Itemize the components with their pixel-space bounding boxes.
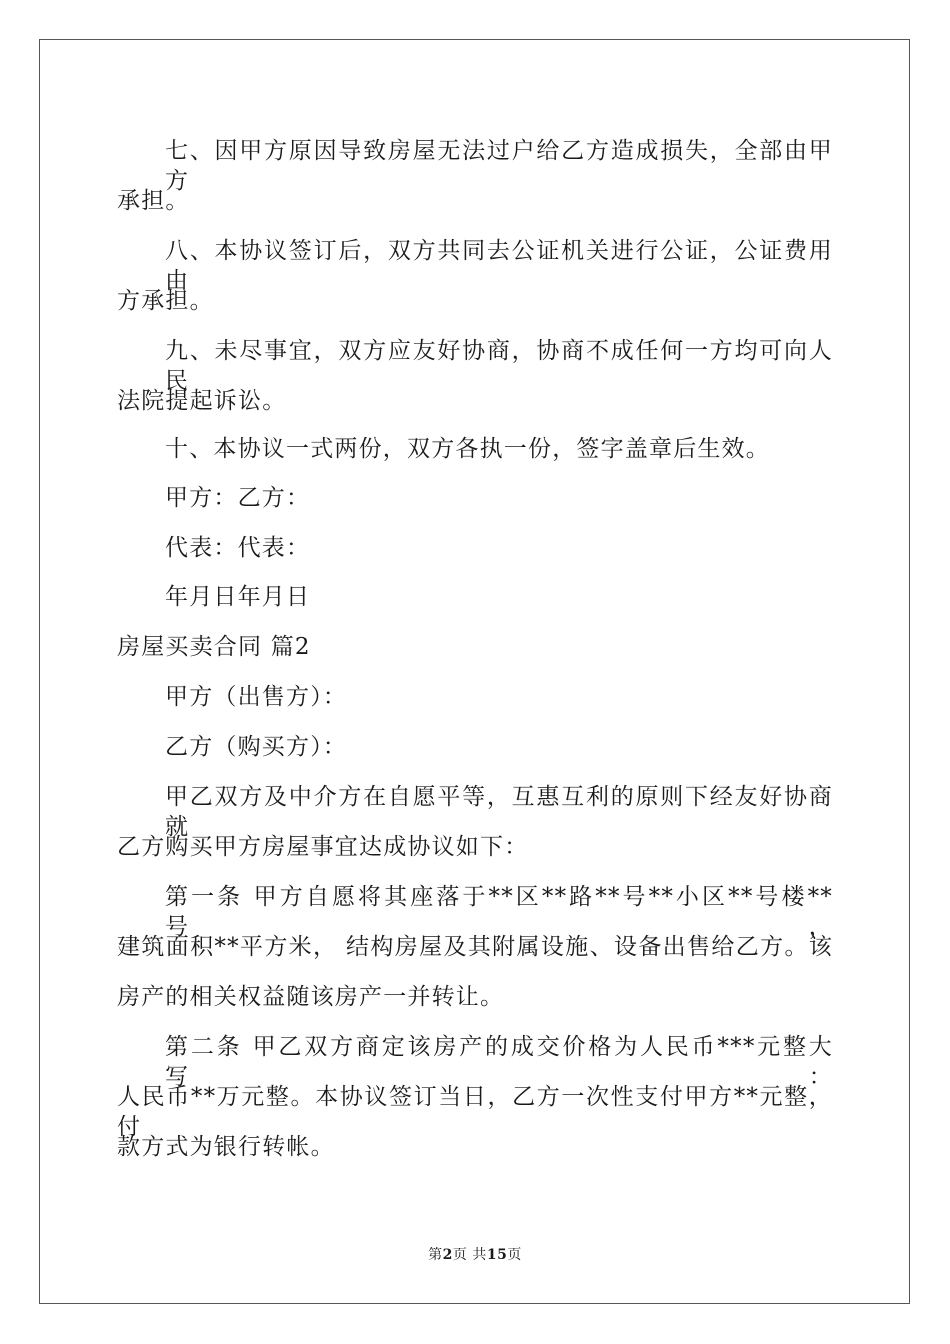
party-signature-line: 甲方：乙方： (165, 485, 311, 511)
clause-9-line-1: 九、未尽事宜，双方应友好协商，协商不成任何一方均可向人民 (165, 338, 833, 394)
article-2-line-3: 款方式为银行转帐。 (117, 1134, 335, 1160)
section-title: 房屋买卖合同 篇2 (117, 634, 311, 660)
article-1-line-2: 建筑面积**平方米， 结构房屋及其附属设施、设备出售给乙方。该 (117, 934, 833, 960)
date-line: 年月日年月日 (165, 584, 311, 610)
intro-line-2: 乙方购买甲方房屋事宜达成协议如下： (117, 834, 529, 860)
footer-total-pages: 15 (486, 1247, 508, 1263)
article-2-line-2: 人民币**万元整。本协议签订当日，乙方一次性支付甲方**元整，付 (117, 1084, 833, 1140)
seller-line: 甲方（出售方）： (165, 684, 348, 710)
article-1-line-3: 房产的相关权益随该房产一并转让。 (117, 984, 505, 1010)
buyer-line: 乙方（购买方）： (165, 734, 348, 760)
intro-line-1: 甲乙双方及中介方在自愿平等，互惠互利的原则下经友好协商就 (165, 784, 833, 840)
clause-7-line-1: 七、因甲方原因导致房屋无法过户给乙方造成损失，全部由甲方 (165, 138, 833, 194)
clause-7-line-2: 承担。 (117, 188, 190, 214)
clause-9-line-2: 法院提起诉讼。 (117, 388, 287, 414)
article-1-line-1: 第一条 甲方自愿将其座落于**区**路**号**小区**号楼**号， (165, 884, 833, 940)
clause-8-line-1: 八、本协议签订后，双方共同去公证机关进行公证，公证费用由 (165, 238, 833, 294)
footer-page-number: 2 (442, 1247, 453, 1263)
footer-suffix: 页 (507, 1247, 522, 1263)
representative-line: 代表：代表： (165, 535, 311, 561)
footer-prefix: 第 (428, 1247, 443, 1263)
footer-mid: 页 共 (452, 1247, 487, 1263)
page-footer (0, 1244, 950, 1264)
article-2-line-1: 第二条 甲乙双方商定该房产的成交价格为人民币***元整大写： (165, 1034, 833, 1090)
clause-10: 十、本协议一式两份，双方各执一份，签字盖章后生效。 (165, 436, 770, 462)
clause-8-line-2: 方承担。 (117, 288, 214, 314)
